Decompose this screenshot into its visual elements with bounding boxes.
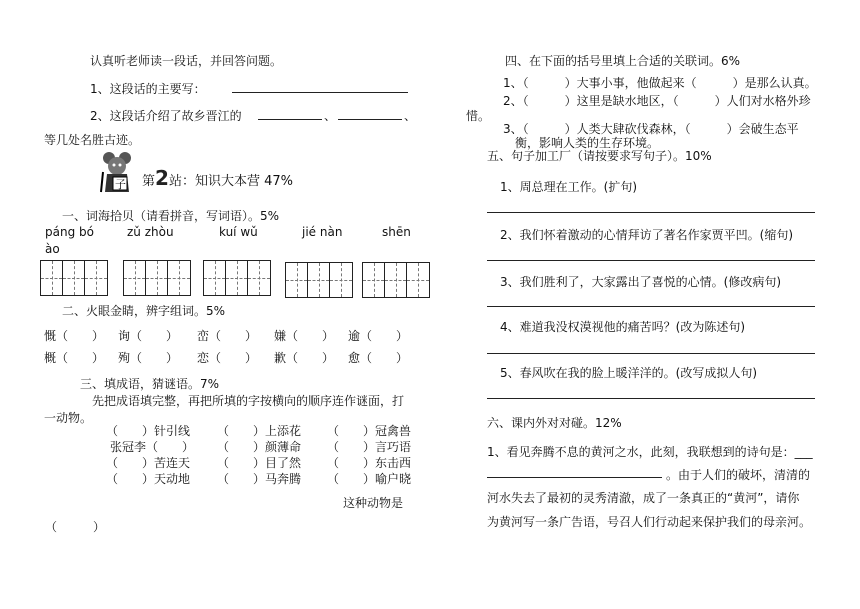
idiom-r4-c3[interactable]: （ ）喻户晓 <box>327 472 412 486</box>
pinyin-5: shēn <box>382 225 411 239</box>
grid-cell[interactable] <box>407 263 429 297</box>
answer-line-poem[interactable] <box>487 477 662 478</box>
idiom-r2-c1[interactable]: 张冠李（ ） <box>110 440 195 454</box>
section-4-title: 四、在下面的括号里填上合适的关联词。6% <box>505 54 741 68</box>
compare-word-4a[interactable]: 嫌（ ） <box>274 329 335 343</box>
animal-answer-blank[interactable]: （ ） <box>45 520 106 534</box>
grid-cell[interactable] <box>363 263 385 297</box>
question-1: 1、这段话的主要写： <box>90 82 206 96</box>
reading-line-1: 1、看见奔腾不息的黄河之水，此刻，我联想到的诗句是：___ <box>487 445 813 459</box>
stage-title: 站：知识大本营 47% <box>168 174 293 189</box>
grid-cell[interactable] <box>41 261 63 295</box>
grid-cell[interactable] <box>385 263 407 297</box>
compare-word-5b[interactable]: 愈（ ） <box>348 351 409 365</box>
question-2-separator-2: 、 <box>404 109 417 123</box>
grid-cell[interactable] <box>286 263 308 297</box>
grid-cell[interactable] <box>204 261 226 295</box>
pinyin-4: jié nàn <box>302 225 343 239</box>
idiom-r4-c2[interactable]: （ ）马奔腾 <box>217 472 302 486</box>
answer-line-sentence-1[interactable] <box>487 212 815 213</box>
section-1-title: 一、词海拾贝（请看拼音，写词语）。5% <box>62 209 280 223</box>
idiom-r3-c3[interactable]: （ ）东击西 <box>327 456 412 470</box>
reading-line-2: 。由于人们的破坏，清清的 <box>666 468 811 482</box>
reading-line-4: 为黄河写一条广告语，号召人们行动起来保护我们的母亲河。 <box>487 515 812 529</box>
grid-cell[interactable] <box>248 261 270 295</box>
pinyin-2: zǔ zhòu <box>127 225 174 239</box>
compare-word-2b[interactable]: 殉（ ） <box>118 351 179 365</box>
listening-instruction: 认真听老师读一段话，并回答问题。 <box>90 54 283 68</box>
compare-word-1b[interactable]: 概（ ） <box>44 351 105 365</box>
section-5-title: 五、句子加工厂（请按要求写句子）。10% <box>487 149 712 163</box>
conjunction-3-cont: 衡，影响人类的生存环境。 <box>515 136 660 150</box>
question-2-end: 惜。 <box>466 109 491 123</box>
grid-cell[interactable] <box>226 261 248 295</box>
pinyin-3: kuí wǔ <box>219 225 258 239</box>
answer-line-q2-a[interactable] <box>258 119 322 120</box>
writing-grid-4[interactable] <box>285 262 353 298</box>
idiom-r4-c1[interactable]: （ ）天动地 <box>106 472 191 486</box>
grid-cell[interactable] <box>146 261 168 295</box>
compare-word-1a[interactable]: 慨（ ） <box>44 329 105 343</box>
compare-word-2a[interactable]: 询（ ） <box>118 329 179 343</box>
grid-cell[interactable] <box>308 263 330 297</box>
section-3-instruction: 先把成语填完整，再把所填的字按横向的顺序连作谜面，打 <box>92 394 405 408</box>
svg-text:子: 子 <box>115 178 126 191</box>
writing-grid-1[interactable] <box>40 260 108 296</box>
compare-word-5a[interactable]: 逾（ ） <box>348 329 409 343</box>
idiom-r3-c2[interactable]: （ ）目了然 <box>217 456 302 470</box>
writing-grid-2[interactable] <box>123 260 191 296</box>
stage-prefix: 第 <box>142 174 156 189</box>
section-2-title: 二、火眼金睛，辨字组词。5% <box>62 304 226 318</box>
stage-header <box>142 166 293 190</box>
answer-line-sentence-3[interactable] <box>487 306 815 307</box>
conjunction-3[interactable]: 3、（ ）人类大肆砍伐森林，（ ）会破生态平 <box>503 122 799 136</box>
answer-line-q2-b[interactable] <box>338 119 402 120</box>
answer-line-sentence-5[interactable] <box>487 398 815 399</box>
compare-word-4b[interactable]: 歉（ ） <box>274 351 335 365</box>
question-2: 2、这段话介绍了故乡晋江的 <box>90 109 242 123</box>
idiom-r2-c2[interactable]: （ ）颜薄命 <box>217 440 302 454</box>
grid-cell[interactable] <box>124 261 146 295</box>
idiom-r1-c2[interactable]: （ ）上添花 <box>217 424 302 438</box>
idiom-r1-c1[interactable]: （ ）针引线 <box>106 424 191 438</box>
writing-grid-3[interactable] <box>203 260 271 296</box>
pinyin-6: ào <box>45 242 60 256</box>
sentence-task-2: 2、我们怀着激动的心情拜访了著名作家贾平凹。(缩句) <box>500 228 794 242</box>
section-6-title: 六、课内外对对碰。12% <box>487 416 622 430</box>
stage-number: 2 <box>155 166 169 190</box>
sentence-task-5: 5、春风吹在我的脸上暖洋洋的。(改写成拟人句) <box>500 366 757 380</box>
idiom-r2-c3[interactable]: （ ）言巧语 <box>327 440 412 454</box>
answer-line-sentence-2[interactable] <box>487 260 815 261</box>
animal-answer-label: 这种动物是 <box>343 496 404 510</box>
mouse-with-ink-brush-icon <box>99 150 137 194</box>
grid-cell[interactable] <box>63 261 85 295</box>
conjunction-2[interactable]: 2、（ ）这里是缺水地区，（ ）人们对水格外珍 <box>503 94 811 108</box>
reading-line-3: 河水失去了最初的灵秀清澈，成了一条真正的“黄河”，请你 <box>487 491 800 505</box>
conjunction-1[interactable]: 1、（ ）大事小事，他做起来（ ）是那么认真。 <box>503 76 817 90</box>
grid-cell[interactable] <box>330 263 352 297</box>
compare-word-3b[interactable]: 恋（ ） <box>197 351 258 365</box>
answer-line-q1[interactable] <box>232 92 408 93</box>
idiom-r1-c3[interactable]: （ ）冠禽兽 <box>327 424 412 438</box>
sentence-task-3: 3、我们胜利了，大家露出了喜悦的心情。(修改病句) <box>500 275 782 289</box>
grid-cell[interactable] <box>85 261 107 295</box>
compare-word-3a[interactable]: 峦（ ） <box>197 329 258 343</box>
writing-grid-5[interactable] <box>362 262 430 298</box>
section-3-title: 三、填成语，猜谜语。7% <box>80 377 220 391</box>
question-2-continuation: 等几处名胜古迹。 <box>44 133 141 147</box>
sentence-task-4: 4、难道我没权漠视他的痛苦吗？(改为陈述句) <box>500 320 745 334</box>
grid-cell[interactable] <box>168 261 190 295</box>
section-3-instruction-cont: 一动物。 <box>44 411 93 425</box>
sentence-task-1: 1、周总理在工作。(扩句) <box>500 180 637 194</box>
question-2-separator: 、 <box>324 109 337 123</box>
answer-line-sentence-4[interactable] <box>487 353 815 354</box>
idiom-r3-c1[interactable]: （ ）苦连天 <box>106 456 191 470</box>
pinyin-1: páng bó <box>45 225 94 239</box>
